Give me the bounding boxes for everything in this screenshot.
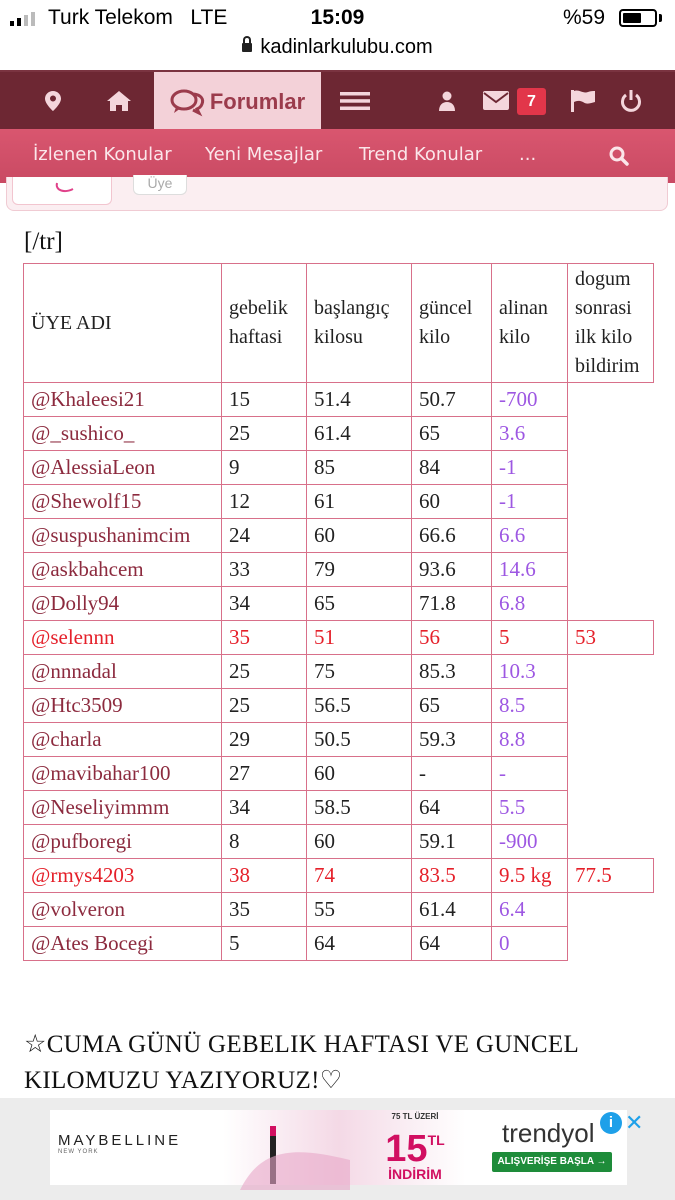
table-row [24, 723, 654, 757]
table-cell: 38 [222, 859, 307, 893]
table-cell-empty [568, 825, 654, 859]
table-cell: 50.7 [412, 383, 492, 417]
username-link[interactable]: @Shewolf15 [24, 485, 222, 519]
ad-brand-left: MAYBELLINE NEW YORK [58, 1132, 182, 1155]
table-cell-empty [568, 485, 654, 519]
table-cell-gained: 5.5 [492, 791, 568, 825]
user-icon[interactable] [436, 72, 458, 129]
table-cell: 85.3 [412, 655, 492, 689]
table-row [24, 417, 654, 451]
table-cell-gained: 9.5 kg [492, 859, 568, 893]
table-cell-gained: -900 [492, 825, 568, 859]
table-row [24, 927, 654, 961]
table-cell: 58.5 [307, 791, 412, 825]
username-link[interactable]: @Htc3509 [24, 689, 222, 723]
table-cell: 60 [307, 757, 412, 791]
ad-promo [360, 1112, 470, 1182]
table-cell: 53 [568, 621, 654, 655]
table-header-cell: alinan kilo [492, 264, 568, 383]
clock: 15:09 [310, 6, 365, 29]
table-cell: 5 [222, 927, 307, 961]
table-cell-empty [568, 791, 654, 825]
battery-nub [659, 14, 662, 22]
table-row [24, 757, 654, 791]
table-cell: 75 [307, 655, 412, 689]
battery-percent: %59 [563, 6, 606, 29]
table-cell: 60 [307, 519, 412, 553]
table-cell: 71.8 [412, 587, 492, 621]
ad-close-icon[interactable]: ✕ [625, 1110, 644, 1135]
table-cell: 9 [222, 451, 307, 485]
table-cell: 15 [222, 383, 307, 417]
ad-brand-left-sub: NEW YORK [58, 1149, 99, 1155]
sub-nav [0, 129, 675, 183]
table-row [24, 825, 654, 859]
tr-tag-text: [/tr] [24, 228, 63, 255]
notification-badge[interactable]: 7 [517, 88, 546, 115]
tab-forumlar[interactable] [154, 72, 321, 131]
table-cell-empty [568, 417, 654, 451]
carrier-label: Turk Telekom LTE [48, 6, 228, 29]
table-cell: 60 [412, 485, 492, 519]
table-cell: 25 [222, 417, 307, 451]
table-cell-gained: -1 [492, 451, 568, 485]
table-header-cell: ÜYE ADI [24, 264, 222, 383]
table-cell: 51.4 [307, 383, 412, 417]
username-link[interactable]: @_sushico_ [24, 417, 222, 451]
table-cell: 79 [307, 553, 412, 587]
table-cell-empty [568, 519, 654, 553]
username-link[interactable]: @charla [24, 723, 222, 757]
table-cell: 34 [222, 791, 307, 825]
table-cell: 66.6 [412, 519, 492, 553]
table-cell: 29 [222, 723, 307, 757]
ad-brand-right: trendyol [502, 1118, 595, 1148]
mail-icon[interactable] [482, 72, 510, 129]
table-cell: 60 [307, 825, 412, 859]
table-cell-gained: - [492, 757, 568, 791]
table-row [24, 689, 654, 723]
flag-icon[interactable] [570, 72, 596, 129]
table-header-cell: güncel kilo [412, 264, 492, 383]
ad-info-icon[interactable]: i [600, 1112, 622, 1134]
power-icon[interactable] [620, 72, 642, 129]
table-row [24, 383, 654, 417]
avatar[interactable] [12, 177, 112, 205]
table-header-cell: gebelik haftasi [222, 264, 307, 383]
table-row [24, 485, 654, 519]
table-cell: 65 [412, 689, 492, 723]
table-cell: 56.5 [307, 689, 412, 723]
username-link[interactable]: @Ates Bocegi [24, 927, 222, 961]
mascara-product-icon [240, 1120, 350, 1190]
status-bar [0, 0, 675, 70]
table-cell: 77.5 [568, 859, 654, 893]
table-cell: 25 [222, 689, 307, 723]
table-cell: 27 [222, 757, 307, 791]
ad-container [0, 1098, 675, 1200]
table-cell-gained: 5 [492, 621, 568, 655]
ad-promo-currency: TL [427, 1132, 445, 1148]
table-cell: 50.5 [307, 723, 412, 757]
table-cell: 74 [307, 859, 412, 893]
table-cell-gained: 8.5 [492, 689, 568, 723]
username-link[interactable]: @suspushanimcim [24, 519, 222, 553]
table-cell-empty [568, 689, 654, 723]
post-author-strip [0, 175, 675, 223]
ad-promo-top: 75 TL ÜZERİ [391, 1112, 439, 1121]
battery-icon [619, 9, 657, 27]
table-cell-gained: 0 [492, 927, 568, 961]
menu-icon[interactable] [339, 72, 371, 129]
search-icon[interactable] [609, 146, 629, 171]
avatar-heart-icon [53, 169, 93, 199]
table-cell: 25 [222, 655, 307, 689]
table-cell-empty [568, 723, 654, 757]
table-cell: 8 [222, 825, 307, 859]
table-cell: 24 [222, 519, 307, 553]
table-cell: 64 [412, 791, 492, 825]
lock-icon [242, 43, 252, 52]
table-header-cell: başlangıç kilosu [307, 264, 412, 383]
table-cell: 65 [307, 587, 412, 621]
ad-promo-bottom: İNDİRİM [388, 1166, 442, 1182]
table-cell: 65 [412, 417, 492, 451]
table-cell: 64 [412, 927, 492, 961]
table-cell: 35 [222, 621, 307, 655]
table-row [24, 553, 654, 587]
table-cell: 85 [307, 451, 412, 485]
table-cell-empty [568, 655, 654, 689]
table-cell-empty [568, 383, 654, 417]
table-cell: 61.4 [412, 893, 492, 927]
table-header-row [24, 264, 654, 383]
table-row [24, 655, 654, 689]
table-cell-empty [568, 553, 654, 587]
username-link[interactable]: @mavibahar100 [24, 757, 222, 791]
username-link[interactable]: @Neseliyimmm [24, 791, 222, 825]
table-cell-gained: 14.6 [492, 553, 568, 587]
username-link[interactable]: @Dolly94 [24, 587, 222, 621]
username-link[interactable]: @Khaleesi21 [24, 383, 222, 417]
table-cell: 84 [412, 451, 492, 485]
table-row [24, 859, 654, 893]
subnav-izlenen-konular[interactable]: İzlenen Konular [33, 144, 172, 165]
username-link[interactable]: @nnnadal [24, 655, 222, 689]
username-link[interactable]: @rmys4203 [24, 859, 222, 893]
table-cell: 59.1 [412, 825, 492, 859]
table-cell: 56 [412, 621, 492, 655]
network-label: LTE [190, 6, 228, 29]
table-cell-gained: 6.8 [492, 587, 568, 621]
table-row [24, 451, 654, 485]
chat-bubbles-icon [170, 89, 204, 115]
main-nav [0, 70, 675, 129]
subnav-more[interactable]: ... [519, 144, 537, 165]
table-cell-gained: -700 [492, 383, 568, 417]
table-cell-empty [568, 927, 654, 961]
table-cell: 93.6 [412, 553, 492, 587]
member-badge: Üye [133, 175, 187, 195]
ad-cta-button[interactable]: ALIŞVERİŞE BAŞLA → [492, 1152, 612, 1172]
table-cell-gained: 6.6 [492, 519, 568, 553]
table-cell-empty [568, 587, 654, 621]
table-cell: 61 [307, 485, 412, 519]
table-cell: - [412, 757, 492, 791]
table-cell: 12 [222, 485, 307, 519]
table-cell: 55 [307, 893, 412, 927]
subnav-yeni-mesajlar[interactable]: Yeni Mesajlar [205, 144, 323, 165]
url-text: kadinlarkulubu.com [260, 36, 433, 58]
table-row [24, 791, 654, 825]
table-cell: 59.3 [412, 723, 492, 757]
table-row [24, 519, 654, 553]
table-cell-gained: 6.4 [492, 893, 568, 927]
table-cell-gained: 10.3 [492, 655, 568, 689]
username-link[interactable]: @selennn [24, 621, 222, 655]
username-link[interactable]: @pufboregi [24, 825, 222, 859]
table-cell: 83.5 [412, 859, 492, 893]
table-row [24, 893, 654, 927]
table-cell: 64 [307, 927, 412, 961]
table-cell-gained: 3.6 [492, 417, 568, 451]
table-header-cell: dogum sonrasi ilk kilo bildirim [568, 264, 654, 383]
location-icon[interactable] [38, 72, 68, 129]
table-cell-empty [568, 451, 654, 485]
table-cell: 35 [222, 893, 307, 927]
table-cell-gained: 8.8 [492, 723, 568, 757]
subnav-trend-konular[interactable]: Trend Konular [359, 144, 483, 165]
table-cell-gained: -1 [492, 485, 568, 519]
post-footer-text: ☆CUMA GÜNÜ GEBELIK HAFTASI VE GUNCEL KILOMUZU YAZIYORUZ!♡ [24, 1031, 579, 1094]
ad-banner[interactable] [50, 1110, 644, 1185]
table-cell: 61.4 [307, 417, 412, 451]
table-cell: 33 [222, 553, 307, 587]
table-cell: 34 [222, 587, 307, 621]
url-bar[interactable] [0, 36, 675, 59]
table-cell-empty [568, 893, 654, 927]
weights-table [23, 263, 654, 961]
ad-promo-amount: $15^{TL}$ [385, 1128, 445, 1170]
username-link[interactable]: @AlessiaLeon [24, 451, 222, 485]
username-link[interactable]: @volveron [24, 893, 222, 927]
table-cell: 51 [307, 621, 412, 655]
tab-forumlar-label: Forumlar [209, 88, 306, 114]
table-row [24, 587, 654, 621]
table-cell-empty [568, 757, 654, 791]
username-link[interactable]: @askbahcem [24, 553, 222, 587]
home-icon[interactable] [104, 72, 134, 129]
table-row [24, 621, 654, 655]
